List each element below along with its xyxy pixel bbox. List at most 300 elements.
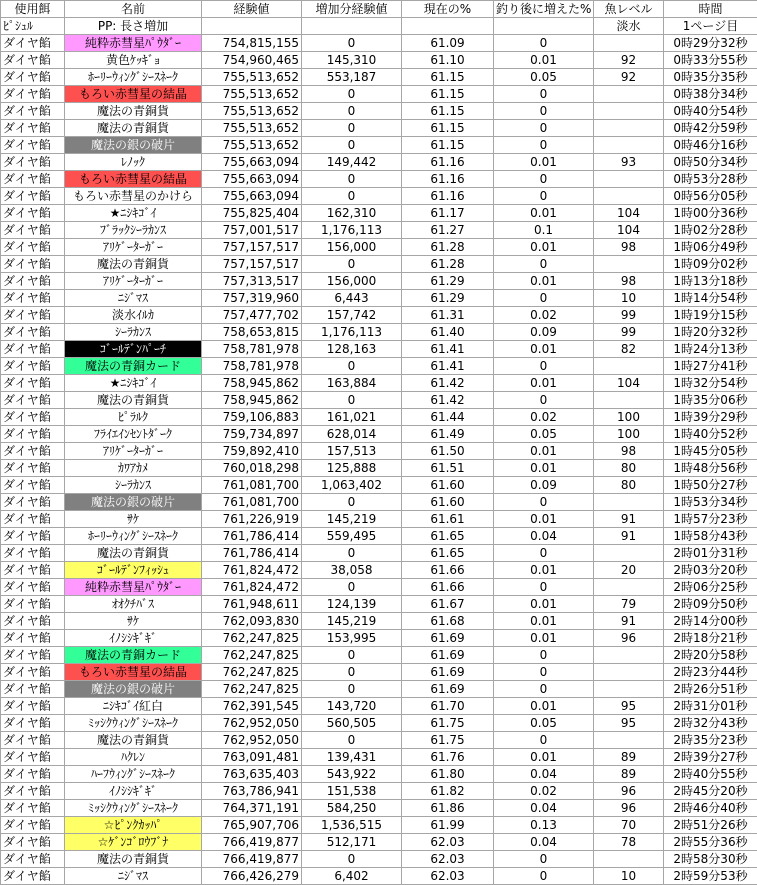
- cell-bait: ダイヤ餡: [1, 137, 65, 154]
- cell-level: 79: [594, 596, 664, 613]
- table-row: [1, 358, 757, 375]
- cell-exp: 761,948,611: [202, 596, 302, 613]
- table-row: [1, 273, 757, 290]
- cell-pct: 61.29: [402, 273, 494, 290]
- cell-name: 魔法の青銅貨: [65, 732, 202, 749]
- cell-name: ﾚﾉｯｸ: [65, 154, 202, 171]
- cell-pct: 61.44: [402, 409, 494, 426]
- cell-exp: 762,952,050: [202, 715, 302, 732]
- cell-gain: 6,402: [302, 868, 402, 885]
- cell-level: 98: [594, 239, 664, 256]
- cell-exp: 764,371,191: [202, 800, 302, 817]
- table-row: [1, 324, 757, 341]
- cell-time: 1時06分49秒: [664, 239, 757, 256]
- cell-exp: 766,419,877: [202, 851, 302, 868]
- table-row: [1, 256, 757, 273]
- table-row: [1, 868, 757, 885]
- cell-gain: 156,000: [302, 239, 402, 256]
- cell-inc: 0: [494, 290, 594, 307]
- cell-inc: 0.05: [494, 715, 594, 732]
- cell-level: [594, 647, 664, 664]
- cell-inc: 0.01: [494, 205, 594, 222]
- cell-name: ﾐｯｼｸｳｨﾝｸﾞｼｰｽﾈｰｸ: [65, 800, 202, 817]
- cell-bait: ダイヤ餡: [1, 256, 65, 273]
- cell-exp: 762,247,825: [202, 664, 302, 681]
- cell-gain: 584,250: [302, 800, 402, 817]
- cell-exp: 759,106,883: [202, 409, 302, 426]
- cell-pct: 61.40: [402, 324, 494, 341]
- cell-gain: 0: [302, 494, 402, 511]
- cell-pct: 61.41: [402, 341, 494, 358]
- cell-gain: 553,187: [302, 69, 402, 86]
- cell-level: [594, 851, 664, 868]
- cell-name: ｼｰﾗｶﾝｽ: [65, 324, 202, 341]
- cell-name: 魔法の青銅貨: [65, 256, 202, 273]
- cell-exp: 755,513,652: [202, 69, 302, 86]
- subheader-row: [1, 18, 757, 35]
- cell-name: ﾐｯｼｸｳｨﾝｸﾞｼｰｽﾈｰｸ: [65, 715, 202, 732]
- table-row: [1, 290, 757, 307]
- cell-level: 104: [594, 375, 664, 392]
- cell-name: ﾌﾞﾗｯｸｼｰﾗｶﾝｽ: [65, 222, 202, 239]
- cell-inc: 0: [494, 120, 594, 137]
- cell-exp: 755,663,094: [202, 154, 302, 171]
- table-row: [1, 171, 757, 188]
- cell-inc: 0: [494, 851, 594, 868]
- cell-level: [594, 171, 664, 188]
- cell-bait: ダイヤ餡: [1, 698, 65, 715]
- cell-pct: 61.65: [402, 528, 494, 545]
- cell-time: 1時24分13秒: [664, 341, 757, 358]
- cell-pct: 61.41: [402, 358, 494, 375]
- cell-gain: 559,495: [302, 528, 402, 545]
- cell-level: 89: [594, 749, 664, 766]
- cell-name: ｶﾜｱｶﾒ: [65, 460, 202, 477]
- cell-inc: 0.13: [494, 817, 594, 834]
- cell-time: 1時20分32秒: [664, 324, 757, 341]
- cell-bait: ダイヤ餡: [1, 766, 65, 783]
- table-row: [1, 715, 757, 732]
- cell-time: 2時45分20秒: [664, 783, 757, 800]
- cell-pct: 61.69: [402, 630, 494, 647]
- cell-gain: 0: [302, 732, 402, 749]
- cell-name: ☆ﾋﾟﾝｸｶｯﾊﾟ: [65, 817, 202, 834]
- cell-time: 0時53分28秒: [664, 171, 757, 188]
- cell-time: 2時26分51秒: [664, 681, 757, 698]
- cell-level: [594, 137, 664, 154]
- table-row: [1, 613, 757, 630]
- cell-time: 2時32分43秒: [664, 715, 757, 732]
- cell-gain: 0: [302, 171, 402, 188]
- cell-pct: 61.67: [402, 596, 494, 613]
- subheader-level: 淡水: [594, 18, 664, 35]
- cell-level: 93: [594, 154, 664, 171]
- cell-bait: ダイヤ餡: [1, 817, 65, 834]
- cell-pct: 61.70: [402, 698, 494, 715]
- cell-level: 95: [594, 715, 664, 732]
- cell-level: 100: [594, 409, 664, 426]
- cell-exp: 758,653,815: [202, 324, 302, 341]
- cell-bait: ダイヤ餡: [1, 579, 65, 596]
- cell-pct: 61.50: [402, 443, 494, 460]
- cell-exp: 757,319,960: [202, 290, 302, 307]
- cell-inc: 0.04: [494, 800, 594, 817]
- table-row: [1, 103, 757, 120]
- cell-bait: ダイヤ餡: [1, 511, 65, 528]
- cell-exp: 761,786,414: [202, 528, 302, 545]
- cell-time: 1時45分05秒: [664, 443, 757, 460]
- cell-bait: ダイヤ餡: [1, 120, 65, 137]
- cell-gain: 512,171: [302, 834, 402, 851]
- cell-exp: 761,081,700: [202, 494, 302, 511]
- cell-bait: ダイヤ餡: [1, 239, 65, 256]
- cell-level: [594, 358, 664, 375]
- cell-inc: 0.01: [494, 341, 594, 358]
- cell-name: ｺﾞｰﾙﾃﾞﾝﾊﾟｰﾁ: [65, 341, 202, 358]
- table-row: [1, 562, 757, 579]
- cell-exp: 755,513,652: [202, 137, 302, 154]
- cell-inc: 0: [494, 545, 594, 562]
- cell-exp: 758,945,862: [202, 392, 302, 409]
- cell-level: 92: [594, 52, 664, 69]
- table-row: [1, 664, 757, 681]
- cell-inc: 0: [494, 647, 594, 664]
- table-row: [1, 392, 757, 409]
- table-row: [1, 511, 757, 528]
- subheader-gain: [302, 18, 402, 35]
- cell-bait: ダイヤ餡: [1, 681, 65, 698]
- cell-level: 100: [594, 426, 664, 443]
- cell-pct: 62.03: [402, 868, 494, 885]
- cell-name: もろい赤彗星の結晶: [65, 86, 202, 103]
- cell-pct: 61.31: [402, 307, 494, 324]
- cell-pct: 61.27: [402, 222, 494, 239]
- cell-name: 魔法の銀の破片: [65, 137, 202, 154]
- cell-level: 98: [594, 273, 664, 290]
- cell-time: 1時13分18秒: [664, 273, 757, 290]
- cell-pct: 61.16: [402, 171, 494, 188]
- cell-bait: ダイヤ餡: [1, 392, 65, 409]
- table-row: [1, 341, 757, 358]
- cell-time: 0時38分34秒: [664, 86, 757, 103]
- cell-bait: ダイヤ餡: [1, 69, 65, 86]
- cell-time: 0時35分35秒: [664, 69, 757, 86]
- cell-exp: 759,892,410: [202, 443, 302, 460]
- cell-inc: 0.01: [494, 375, 594, 392]
- cell-name: ｵｵｸﾁﾊﾞｽ: [65, 596, 202, 613]
- cell-gain: 0: [302, 358, 402, 375]
- cell-level: 91: [594, 511, 664, 528]
- cell-inc: 0.01: [494, 52, 594, 69]
- table-row: [1, 460, 757, 477]
- table-row: [1, 86, 757, 103]
- table-row: [1, 477, 757, 494]
- table-row: [1, 681, 757, 698]
- table-row: [1, 222, 757, 239]
- cell-name: ｱﾘｹﾞｰﾀｰｶﾞｰ: [65, 239, 202, 256]
- cell-gain: 0: [302, 647, 402, 664]
- cell-pct: 61.28: [402, 239, 494, 256]
- cell-level: 20: [594, 562, 664, 579]
- cell-gain: 145,219: [302, 613, 402, 630]
- cell-bait: ダイヤ餡: [1, 154, 65, 171]
- table-row: [1, 647, 757, 664]
- cell-name: 魔法の銀の破片: [65, 494, 202, 511]
- cell-pct: 61.66: [402, 562, 494, 579]
- cell-bait: ダイヤ餡: [1, 749, 65, 766]
- cell-exp: 754,960,465: [202, 52, 302, 69]
- cell-name: 純粋赤彗星ﾊﾟｳﾀﾞｰ: [65, 579, 202, 596]
- cell-gain: 0: [302, 137, 402, 154]
- cell-bait: ダイヤ餡: [1, 834, 65, 851]
- cell-bait: ダイヤ餡: [1, 868, 65, 885]
- cell-exp: 762,391,545: [202, 698, 302, 715]
- cell-level: 104: [594, 205, 664, 222]
- cell-exp: 763,635,403: [202, 766, 302, 783]
- cell-name: 魔法の青銅貨: [65, 120, 202, 137]
- cell-time: 0時46分16秒: [664, 137, 757, 154]
- cell-pct: 61.15: [402, 137, 494, 154]
- table-row: [1, 188, 757, 205]
- cell-pct: 61.65: [402, 545, 494, 562]
- cell-gain: 145,310: [302, 52, 402, 69]
- cell-pct: 61.15: [402, 86, 494, 103]
- cell-level: [594, 35, 664, 52]
- cell-name: 魔法の青銅貨: [65, 103, 202, 120]
- cell-inc: 0.09: [494, 477, 594, 494]
- cell-level: [594, 494, 664, 511]
- cell-bait: ダイヤ餡: [1, 426, 65, 443]
- cell-gain: 125,888: [302, 460, 402, 477]
- cell-pct: 61.60: [402, 477, 494, 494]
- cell-level: 80: [594, 477, 664, 494]
- cell-gain: 0: [302, 120, 402, 137]
- cell-bait: ダイヤ餡: [1, 630, 65, 647]
- cell-level: 104: [594, 222, 664, 239]
- header-inc: 釣り後に増えた%: [494, 1, 594, 18]
- cell-time: 2時51分26秒: [664, 817, 757, 834]
- cell-pct: 61.51: [402, 460, 494, 477]
- cell-time: 1時57分23秒: [664, 511, 757, 528]
- cell-exp: 755,663,094: [202, 171, 302, 188]
- cell-level: 98: [594, 443, 664, 460]
- table-row: [1, 443, 757, 460]
- table-row: [1, 69, 757, 86]
- subheader-pct: [402, 18, 494, 35]
- table-row: [1, 630, 757, 647]
- cell-exp: 755,825,404: [202, 205, 302, 222]
- table-row: [1, 732, 757, 749]
- cell-level: [594, 664, 664, 681]
- subheader-exp: [202, 18, 302, 35]
- cell-gain: 128,163: [302, 341, 402, 358]
- cell-gain: 156,000: [302, 273, 402, 290]
- cell-inc: 0: [494, 103, 594, 120]
- cell-level: 10: [594, 290, 664, 307]
- cell-gain: 543,922: [302, 766, 402, 783]
- cell-inc: 0.01: [494, 460, 594, 477]
- cell-level: 89: [594, 766, 664, 783]
- header-row: [1, 1, 757, 18]
- table-row: [1, 528, 757, 545]
- cell-gain: 0: [302, 86, 402, 103]
- cell-exp: 765,907,706: [202, 817, 302, 834]
- cell-pct: 62.03: [402, 834, 494, 851]
- cell-level: 70: [594, 817, 664, 834]
- table-row: [1, 800, 757, 817]
- table-row: [1, 851, 757, 868]
- cell-gain: 163,884: [302, 375, 402, 392]
- cell-name: ｻｹ: [65, 511, 202, 528]
- cell-level: 82: [594, 341, 664, 358]
- cell-pct: 61.80: [402, 766, 494, 783]
- cell-gain: 0: [302, 545, 402, 562]
- cell-time: 0時56分05秒: [664, 188, 757, 205]
- cell-level: 96: [594, 800, 664, 817]
- cell-exp: 762,952,050: [202, 732, 302, 749]
- cell-pct: 61.49: [402, 426, 494, 443]
- cell-exp: 759,734,897: [202, 426, 302, 443]
- cell-gain: 1,176,113: [302, 324, 402, 341]
- cell-level: 95: [594, 698, 664, 715]
- cell-pct: 61.60: [402, 494, 494, 511]
- cell-time: 1時35分06秒: [664, 392, 757, 409]
- table-row: [1, 766, 757, 783]
- cell-exp: 758,781,978: [202, 341, 302, 358]
- cell-bait: ダイヤ餡: [1, 35, 65, 52]
- cell-inc: 0: [494, 35, 594, 52]
- cell-exp: 758,781,978: [202, 358, 302, 375]
- cell-bait: ダイヤ餡: [1, 205, 65, 222]
- cell-time: 0時40分54秒: [664, 103, 757, 120]
- cell-name: ｲﾉｼｼｷﾞｷﾞ: [65, 783, 202, 800]
- cell-gain: 1,176,113: [302, 222, 402, 239]
- cell-level: [594, 86, 664, 103]
- cell-pct: 61.15: [402, 120, 494, 137]
- cell-exp: 757,157,517: [202, 239, 302, 256]
- cell-time: 2時14分00秒: [664, 613, 757, 630]
- cell-inc: 0.04: [494, 766, 594, 783]
- cell-inc: 0.1: [494, 222, 594, 239]
- table-row: [1, 120, 757, 137]
- cell-time: 2時31分01秒: [664, 698, 757, 715]
- cell-pct: 61.15: [402, 69, 494, 86]
- cell-level: [594, 188, 664, 205]
- cell-pct: 61.10: [402, 52, 494, 69]
- cell-gain: 143,720: [302, 698, 402, 715]
- cell-inc: 0: [494, 188, 594, 205]
- cell-gain: 0: [302, 681, 402, 698]
- cell-inc: 0: [494, 392, 594, 409]
- cell-inc: 0.01: [494, 443, 594, 460]
- header-bait: 使用餌: [1, 1, 65, 18]
- table-row: [1, 596, 757, 613]
- cell-name: ★ﾆｼｷｺﾞｲ: [65, 375, 202, 392]
- cell-exp: 754,815,155: [202, 35, 302, 52]
- cell-level: 80: [594, 460, 664, 477]
- cell-inc: 0.01: [494, 698, 594, 715]
- cell-bait: ダイヤ餡: [1, 324, 65, 341]
- table-row: [1, 52, 757, 69]
- cell-time: 1時48分56秒: [664, 460, 757, 477]
- cell-name: ｱﾘｹﾞｰﾀｰｶﾞｰ: [65, 273, 202, 290]
- cell-name: ｻｹ: [65, 613, 202, 630]
- cell-name: もろい赤彗星の結晶: [65, 171, 202, 188]
- cell-level: [594, 120, 664, 137]
- cell-level: [594, 732, 664, 749]
- cell-pct: 61.69: [402, 664, 494, 681]
- cell-level: [594, 256, 664, 273]
- cell-level: 10: [594, 868, 664, 885]
- cell-name: 魔法の青銅貨: [65, 392, 202, 409]
- table-row: [1, 137, 757, 154]
- cell-inc: 0.01: [494, 630, 594, 647]
- cell-inc: 0.02: [494, 783, 594, 800]
- cell-exp: 763,786,941: [202, 783, 302, 800]
- cell-exp: 757,001,517: [202, 222, 302, 239]
- cell-inc: 0.04: [494, 528, 594, 545]
- cell-bait: ダイヤ餡: [1, 664, 65, 681]
- cell-level: 92: [594, 69, 664, 86]
- table-row: [1, 817, 757, 834]
- cell-time: 1時39分29秒: [664, 409, 757, 426]
- cell-exp: 761,824,472: [202, 562, 302, 579]
- cell-pct: 61.29: [402, 290, 494, 307]
- table-row: [1, 409, 757, 426]
- cell-level: 96: [594, 783, 664, 800]
- cell-bait: ダイヤ餡: [1, 290, 65, 307]
- cell-level: 99: [594, 324, 664, 341]
- cell-gain: 0: [302, 851, 402, 868]
- header-gain: 増加分経験値: [302, 1, 402, 18]
- cell-level: [594, 579, 664, 596]
- cell-bait: ダイヤ餡: [1, 477, 65, 494]
- cell-exp: 761,081,700: [202, 477, 302, 494]
- cell-time: 2時59分53秒: [664, 868, 757, 885]
- table-row: [1, 35, 757, 52]
- cell-exp: 763,091,481: [202, 749, 302, 766]
- cell-name: ★ﾆｼｷｺﾞｲ: [65, 205, 202, 222]
- cell-name: もろい赤彗星のかけら: [65, 188, 202, 205]
- cell-time: 1時40分52秒: [664, 426, 757, 443]
- cell-time: 2時09分50秒: [664, 596, 757, 613]
- cell-gain: 149,442: [302, 154, 402, 171]
- cell-pct: 61.69: [402, 681, 494, 698]
- cell-bait: ダイヤ餡: [1, 732, 65, 749]
- cell-inc: 0.05: [494, 69, 594, 86]
- cell-inc: 0.01: [494, 273, 594, 290]
- cell-name: ﾆｼﾞﾏｽ: [65, 290, 202, 307]
- cell-gain: 1,063,402: [302, 477, 402, 494]
- cell-bait: ダイヤ餡: [1, 443, 65, 460]
- table-row: [1, 154, 757, 171]
- cell-level: [594, 681, 664, 698]
- table-row: [1, 426, 757, 443]
- cell-name: ﾆｼﾞﾏｽ: [65, 868, 202, 885]
- cell-exp: 761,226,919: [202, 511, 302, 528]
- subheader-time: 1ページ目: [664, 18, 757, 35]
- header-pct: 現在の%: [402, 1, 494, 18]
- cell-inc: 0.01: [494, 749, 594, 766]
- cell-bait: ダイヤ餡: [1, 647, 65, 664]
- cell-level: 91: [594, 613, 664, 630]
- cell-time: 2時58分30秒: [664, 851, 757, 868]
- header-level: 魚レベル: [594, 1, 664, 18]
- cell-time: 1時58分43秒: [664, 528, 757, 545]
- cell-pct: 61.17: [402, 205, 494, 222]
- cell-name: ☆ｹﾞﾝｺﾞﾛｳﾌﾞﾅ: [65, 834, 202, 851]
- cell-bait: ダイヤ餡: [1, 103, 65, 120]
